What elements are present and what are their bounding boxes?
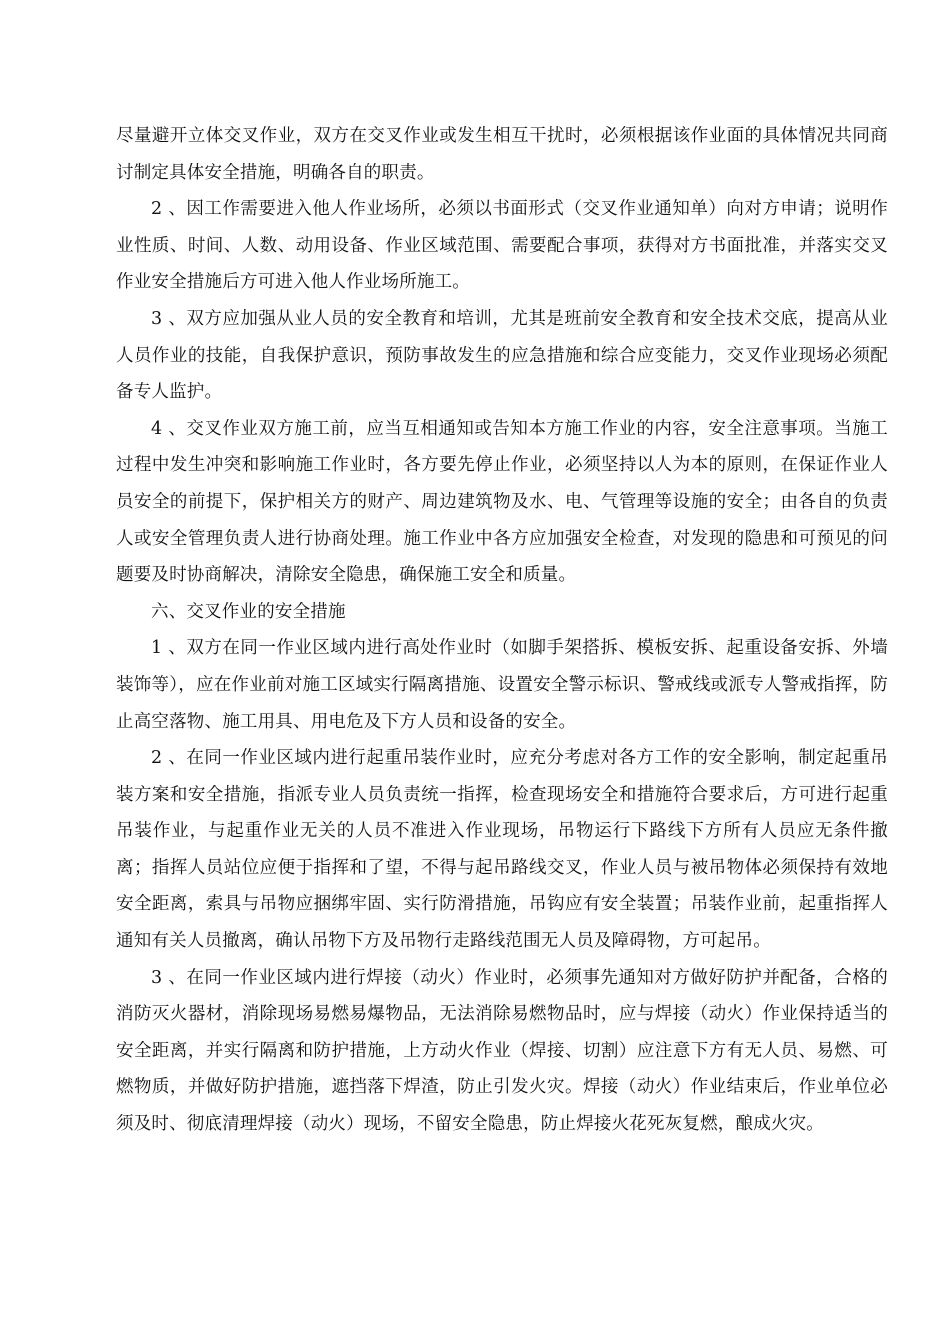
- paragraph-item-2-notice: 2 、因工作需要进入他人作业场所，必须以书面形式（交叉作业通知单）向对方申请；说明作业性质、时间、人数、动用设备、作业区域范围、需要配合事项，获得对方书面批准，并落实交叉作业安全措施后方可进入他人作业场所施工。: [116, 199, 888, 293]
- paragraph-measure-1-height-work: 1 、双方在同一作业区域内进行高处作业时（如脚手架搭拆、模板安拆、起重设备安拆、外墙装饰等），应在作业前对施工区域实行隔离措施、设置安全警示标识、警戒线或派专人警戒指挥，防止高空落物、施工用具、用电危及下方人员和设备的安全。: [116, 638, 888, 732]
- section-heading-safety-measures: 六、交叉作业的安全措施: [151, 601, 346, 622]
- paragraph-measure-2-lifting: 2 、在同一作业区域内进行起重吊装作业时，应充分考虑对各方工作的安全影响，制定起重吊装方案和安全措施，指派专业人员负责统一指挥，检查现场安全和措施符合要求后，方可进行起重吊装作业，与起重作业无关的人员不准进入作业现场，吊物运行下路线下方所有人员应无条件撤离；指挥人员站位应便于指挥和了望，不得与起吊路线交叉，作业人员与被吊物体必须保持有效地安全距离，索具与吊物应捆绑牢固、实行防滑措施，吊钩应有安全装置；吊装作业前，起重指挥人通知有关人员撤离，确认吊物下方及吊物行走路线范围无人员及障碍物，方可起吊。: [116, 748, 888, 952]
- document-body: [116, 118, 888, 1143]
- paragraph-item-4-coordination: 4 、交叉作业双方施工前，应当互相通知或告知本方施工作业的内容，安全注意事项。当施工过程中发生冲突和影响施工作业时，各方要先停止作业，必须坚持以人为本的原则，在保证作业人员安全的前提下，保护相关方的财产、周边建筑物及水、电、气管理等设施的安全；由各自的负责人或安全管理负责人进行协商处理。施工作业中各方应加强安全检查，对发现的隐患和可预见的问题要及时协商解决，清除安全隐患，确保施工安全和质量。: [116, 418, 888, 586]
- paragraph-measure-3-welding: 3 、在同一作业区域内进行焊接（动火）作业时，必须事先通知对方做好防护并配备，合格的消防灭火器材，消除现场易燃易爆物品，无法消除易燃物品时，应与焊接（动火）作业保持适当的安全距离，并实行隔离和防护措施，上方动火作业（焊接、切割）应注意下方有无人员、易燃、可燃物质，并做好防护措施，遮挡落下焊渣，防止引发火灾。焊接（动火）作业结束后，作业单位必须及时、彻底清理焊接（动火）现场，不留安全隐患，防止焊接火花死灰复燃，酿成火灾。: [116, 967, 888, 1135]
- paragraph-continuation: 尽量避开立体交叉作业，双方在交叉作业或发生相互干扰时，必须根据该作业面的具体情况共同商讨制定具体安全措施，明确各自的职责。: [116, 126, 888, 183]
- paragraph-item-3-training: 3 、双方应加强从业人员的安全教育和培训，尤其是班前安全教育和安全技术交底，提高从业人员作业的技能，自我保护意识，预防事故发生的应急措施和综合应变能力，交叉作业现场必须配备专人监护。: [116, 308, 888, 403]
